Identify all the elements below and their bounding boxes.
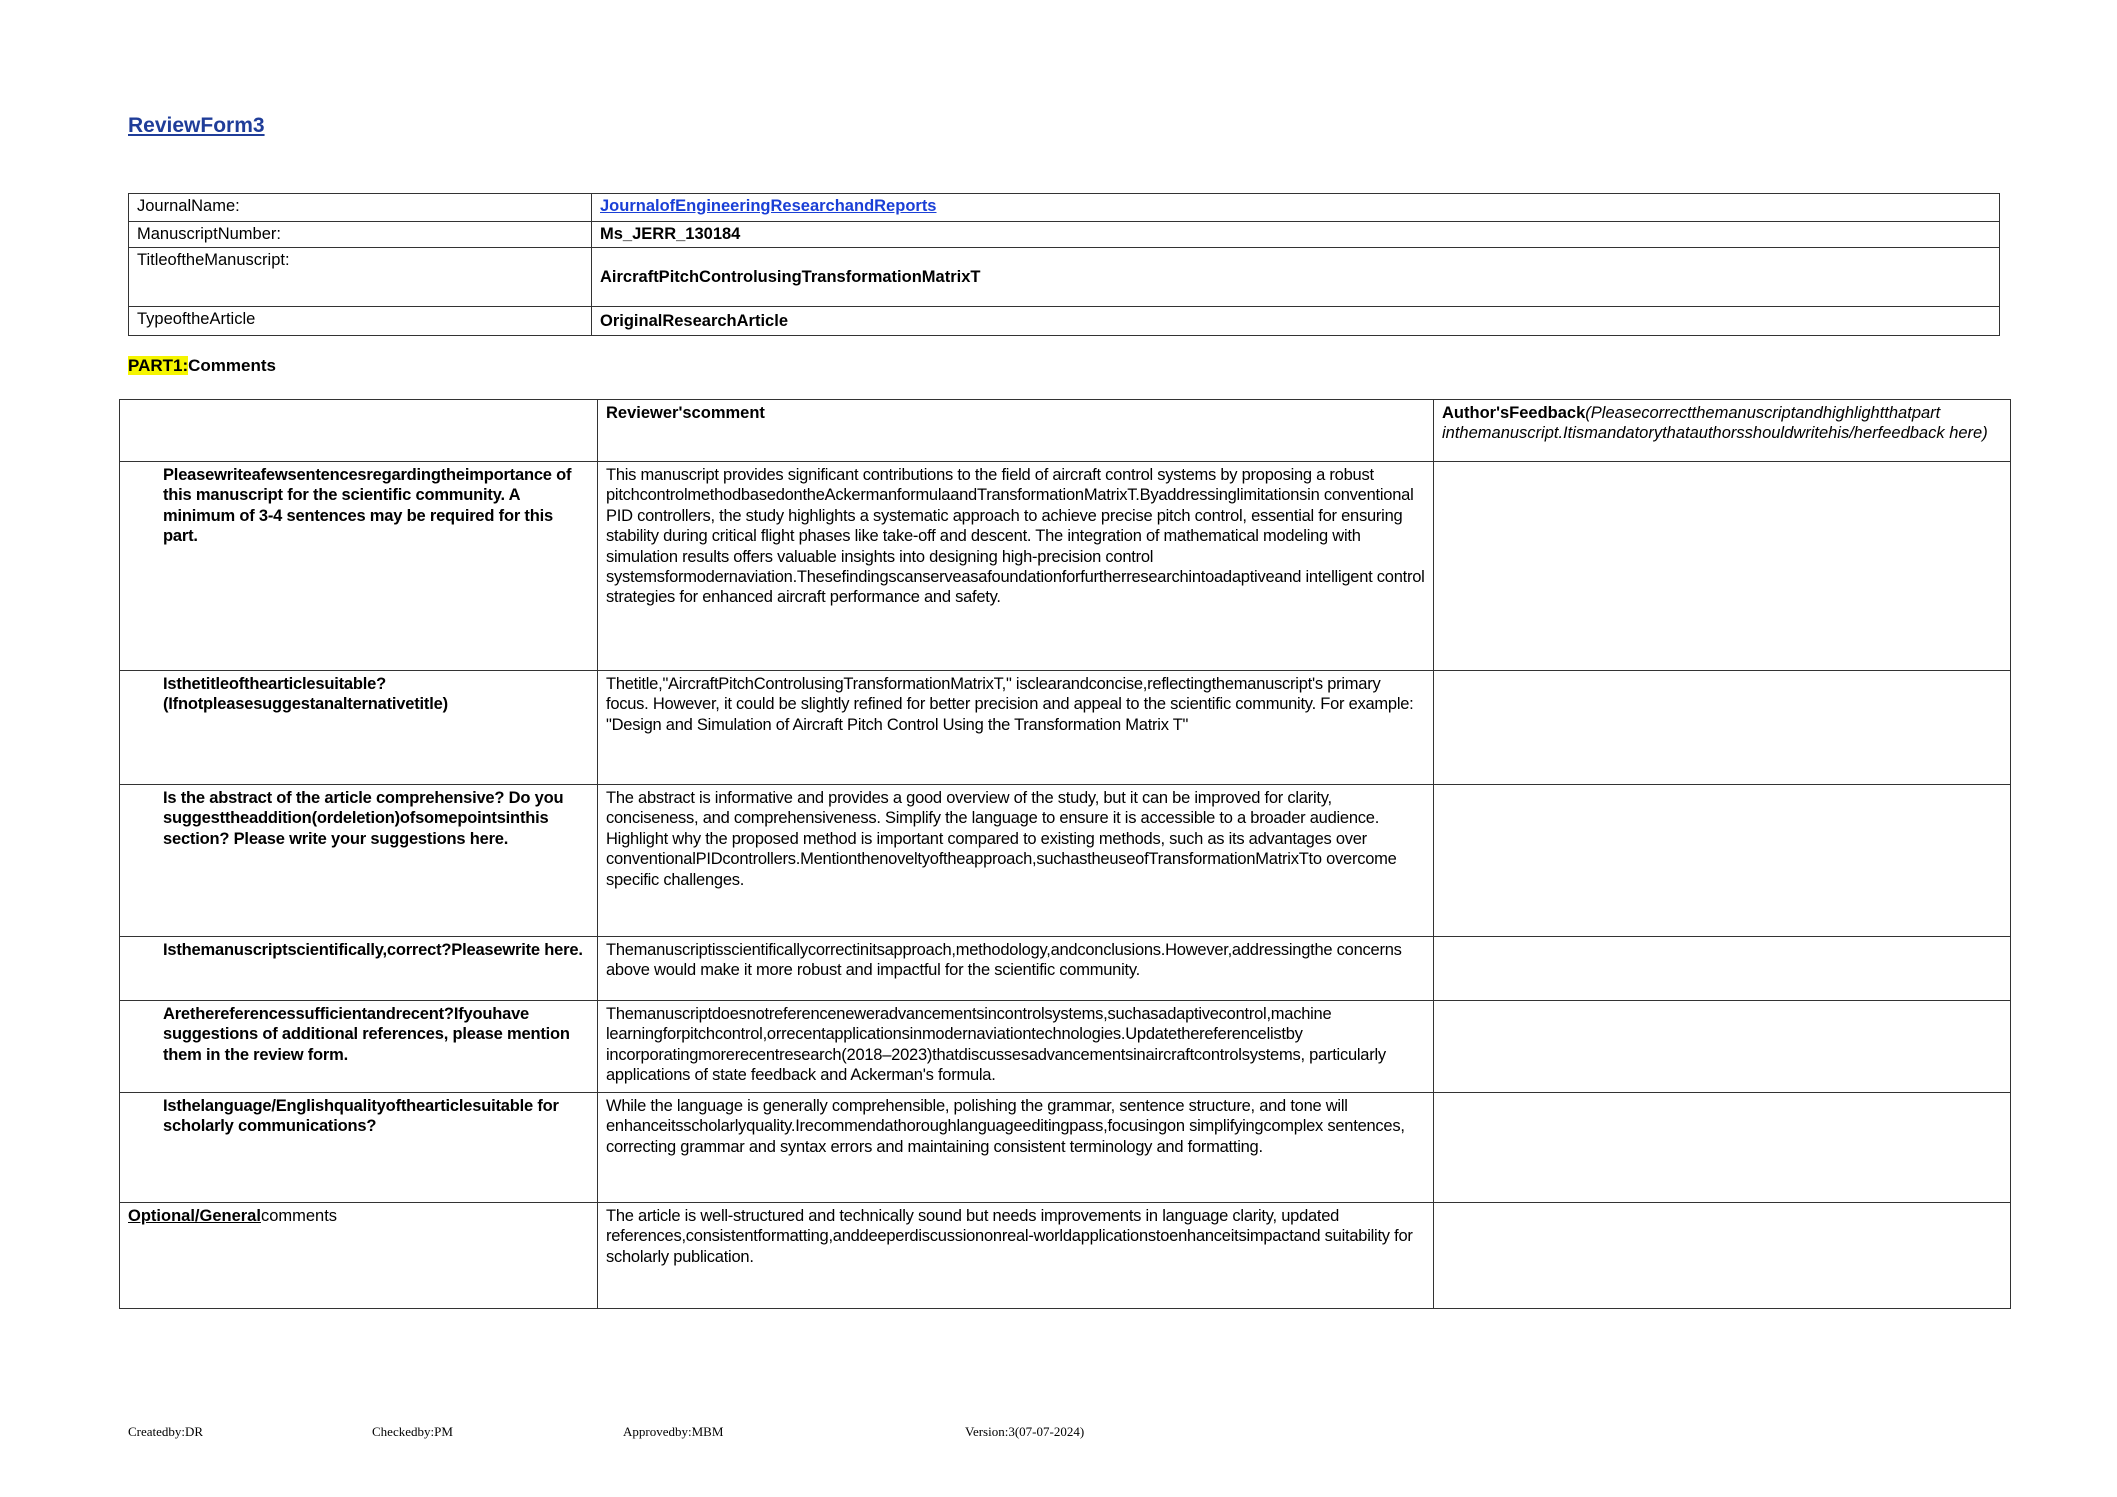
question-cell: Isthemanuscriptscientifically,correct?Pleasewrite here. — [120, 937, 598, 1001]
comments-header-row — [120, 400, 2011, 462]
comments-table — [119, 399, 2011, 1309]
optional-comment-cell: The article is well-structured and technically sound but needs improvements in language clarity, updated references,consistentformatting,anddeeperdiscussiononreal-worldapplicationstoenhanceitsimpactand suitability for scholarly publication. — [598, 1203, 1434, 1309]
author-feedback-cell[interactable] — [1434, 462, 2011, 671]
manuscript-title-value: AircraftPitchControlusingTransformationMatrixT — [592, 248, 2000, 307]
author-feedback-instruction: (Pleasecorrectthemanuscriptandhighlightthatpart inthemanuscript.Itismandatorythatauthorsshouldwritehis/herfeedback here) — [1442, 404, 1988, 443]
article-type-value: OriginalResearchArticle — [592, 307, 2000, 336]
author-feedback-cell[interactable] — [1434, 1001, 2011, 1093]
author-feedback-cell[interactable] — [1434, 785, 2011, 937]
table-row — [120, 671, 2011, 785]
reviewer-comment-cell: The abstract is informative and provides a good overview of the study, but it can be improved for clarity, conciseness, and comprehensiveness. Simplify the language to ensure it is accessible to a broader audience. Highlight why the proposed method is important compared to existing methods, such as its advantages over conventionalPIDcontrollers.Mentionthenoveltyoftheapproach,suchastheuseofTransformationMatrixTto overcome specific challenges. — [598, 785, 1434, 937]
optional-comments-row — [120, 1203, 2011, 1309]
comments-label: comments — [260, 1207, 338, 1225]
author-feedback-cell[interactable] — [1434, 1093, 2011, 1203]
table-row — [120, 1093, 2011, 1203]
optional-general-label: Optional/General — [128, 1207, 261, 1225]
part1-highlight: PART1: — [128, 356, 189, 375]
article-type-row — [129, 307, 2000, 336]
manuscript-title-row — [129, 248, 2000, 307]
reviewer-comment-cell: Themanuscriptdoesnotreferenceneweradvancementsincontrolsystems,suchasadaptivecontrol,machine learningforpitchcontrol,orrecentapplicationsinmodernaviationtechnologies.Updatethereferencelistby incorporatingmorerecentresearch(2018–2023)thatdiscussesadvancementsinaircraftcontrolsystems, particularly applications of state feedback and Ackerman's formula. — [598, 1001, 1434, 1093]
question-cell: Isthetitleofthearticlesuitable? (Ifnotpleasesuggestanalternativetitle) — [120, 671, 598, 785]
table-row — [120, 1001, 2011, 1093]
header-empty-cell — [120, 400, 598, 462]
manuscript-number-label: ManuscriptNumber: — [129, 222, 592, 248]
manuscript-number-row — [129, 222, 2000, 248]
footer-created-by: Createdby:DR — [128, 1424, 204, 1439]
author-feedback-header — [1434, 400, 2011, 462]
optional-comments-label — [120, 1203, 598, 1309]
table-row — [120, 462, 2011, 671]
part1-label: Comments — [188, 356, 276, 375]
question-cell: Isthelanguage/Englishqualityofthearticlesuitable for scholarly communications? — [120, 1093, 598, 1203]
journal-link[interactable]: JournalofEngineeringResearchandReports — [600, 197, 937, 215]
author-feedback-cell[interactable] — [1434, 937, 2011, 1001]
manuscript-number-value: Ms_JERR_130184 — [592, 222, 2000, 248]
journal-value — [592, 194, 2000, 222]
question-cell: Pleasewriteafewsentencesregardingtheimportance of this manuscript for the scientific community. A minimum of 3-4 sentences may be required for this part. — [120, 462, 598, 671]
author-feedback-cell[interactable] — [1434, 671, 2011, 785]
manuscript-title-label: TitleoftheManuscript: — [129, 248, 592, 307]
part1-heading — [128, 356, 276, 376]
reviewer-comment-header: Reviewer'scomment — [598, 400, 1434, 462]
question-cell: Is the abstract of the article comprehensive? Do you suggesttheaddition(ordeletion)ofsomepointsinthis section? Please write your suggestions here. — [120, 785, 598, 937]
article-type-label: TypeoftheArticle — [129, 307, 592, 336]
footer-version: Version:3(07-07-2024) — [965, 1424, 1085, 1439]
manuscript-info-table — [128, 193, 2000, 336]
journal-row — [129, 194, 2000, 222]
author-feedback-title: Author'sFeedback — [1442, 404, 1586, 422]
question-cell: Arethereferencessufficientandrecent?Ifyouhave suggestions of additional references, please mention them in the review form. — [120, 1001, 598, 1093]
journal-label: JournalName: — [129, 194, 592, 222]
table-row — [120, 937, 2011, 1001]
footer-approved-by: Approvedby:MBM — [623, 1424, 724, 1439]
reviewer-comment-cell: Thetitle,"AircraftPitchControlusingTransformationMatrixT," isclearandconcise,reflectingthemanuscript's primary focus. However, it could be slightly refined for better precision and appeal to the scientific community. For example: "Design and Simulation of Aircraft Pitch Control Using the Transformation Matrix T" — [598, 671, 1434, 785]
reviewer-comment-cell: While the language is generally comprehensible, polishing the grammar, sentence structure, and tone will enhanceitsscholarlyquality.Irecommendathoroughlanguageeditingpass,focusingon simplifyingcomplex sentences, correcting grammar and syntax errors and maintaining consistent terminology and formatting. — [598, 1093, 1434, 1203]
author-feedback-cell[interactable] — [1434, 1203, 2011, 1309]
form-title[interactable]: ReviewForm3 — [128, 114, 265, 137]
reviewer-comment-cell: This manuscript provides significant contributions to the field of aircraft control systems by proposing a robust pitchcontrolmethodbasedontheAckermanformulaandTransformationMatrixT.Byaddressinglimitationsin conventional PID controllers, the study highlights a systematic approach to achieve precise pitch control, essential for ensuring stability during critical flight phases like take-off and descent. The integration of mathematical modeling with simulation results offers valuable insights into designing high-precision control systemsformodernaviation.Thesefindingscanserveasafoundationforfurtherresearchintoadaptiveand intelligent control strategies for enhanced aircraft performance and safety. — [598, 462, 1434, 671]
footer-checked-by: Checkedby:PM — [372, 1424, 453, 1439]
reviewer-comment-cell: Themanuscriptisscientificallycorrectinitsapproach,methodology,andconclusions.However,addressingthe concerns above would make it more robust and impactful for the scientific community. — [598, 937, 1434, 1001]
table-row — [120, 785, 2011, 937]
